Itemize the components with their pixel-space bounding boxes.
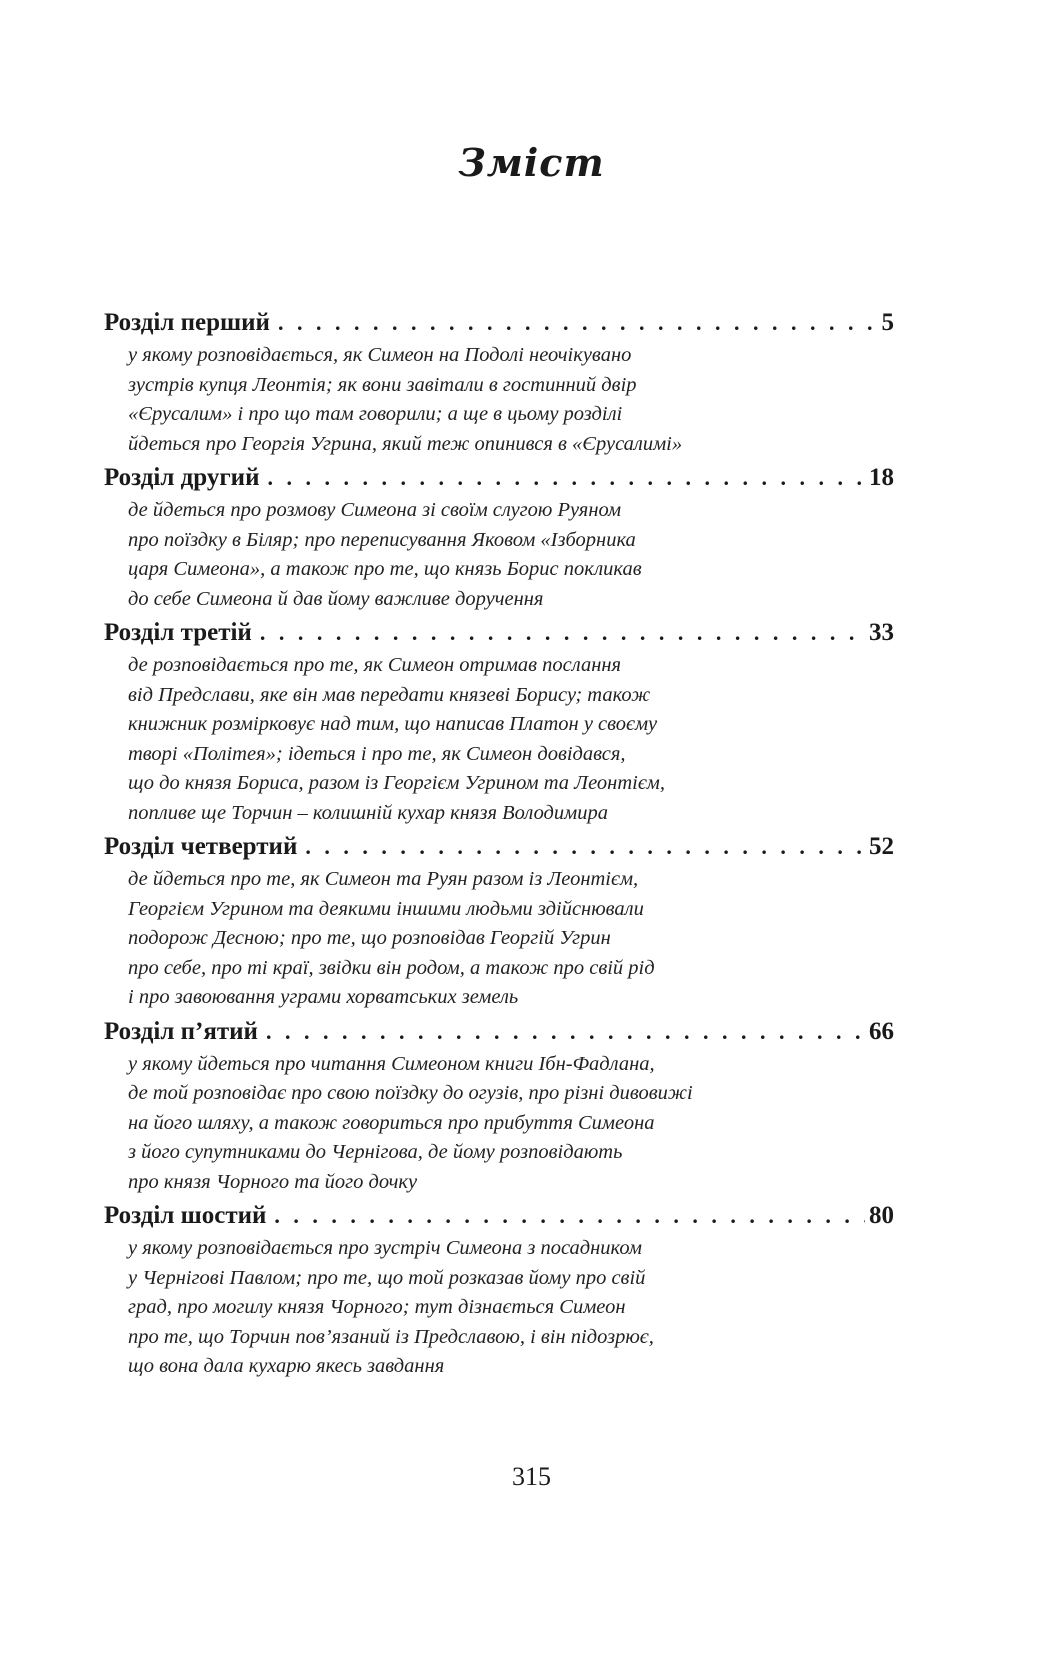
chapter-summary	[128, 341, 894, 459]
toc-entry-heading[interactable]	[104, 1013, 894, 1050]
summary-line: про князя Чорного та його дочку	[128, 1170, 418, 1193]
summary-line: від Предслави, яке він мав передати князеві Борису; також	[128, 683, 651, 706]
summary-line: де розповідається про те, як Симеон отримав послання	[128, 654, 622, 676]
toc-entry-heading[interactable]	[104, 828, 894, 865]
chapter-title[interactable]: Розділ четвертий	[104, 833, 298, 860]
summary-line: царя Симеона», а також про те, що князь Борис покликав	[128, 558, 642, 580]
table-of-contents	[104, 304, 894, 1382]
summary-line: у якому йдеться про читання Симеоном книги Ібн-Фадлана,	[128, 1052, 655, 1075]
dot-leader	[274, 1197, 865, 1234]
toc-entry-heading[interactable]	[104, 304, 894, 341]
summary-line: де йдеться про те, як Симеон та Руян разом із Леонтієм,	[128, 868, 639, 890]
chapter-title[interactable]: Розділ перший	[104, 309, 270, 336]
summary-line: у Чернігові Павлом; про те, що той розказав йому про свій	[128, 1266, 646, 1289]
summary-line: у якому розповідається, як Симеон на Подолі неочікувано	[128, 344, 632, 366]
page-number: 315	[512, 1462, 551, 1491]
chapter-summary	[128, 496, 894, 614]
summary-line: де йдеться про розмову Симеона зі своїм слугою Руяном	[128, 499, 622, 521]
page-ref: 33	[869, 619, 894, 646]
toc-entry[interactable]	[104, 459, 894, 614]
chapter-summary	[128, 651, 894, 828]
summary-line: що вона дала кухарю якесь завдання	[128, 1355, 445, 1377]
dot-leader	[278, 304, 878, 341]
summary-line: на його шляху, а також говориться про прибуття Симеона	[128, 1111, 655, 1134]
summary-line: град, про могилу князя Чорного; тут дізнається Симеон	[128, 1296, 626, 1318]
page-title: Зміст	[458, 140, 605, 185]
summary-line: книжник розмірковує над тим, що написав Платон у своєму	[128, 713, 658, 735]
toc-entry-heading[interactable]	[104, 459, 894, 496]
chapter-summary	[128, 1234, 894, 1382]
summary-line: «Єрусалим» і про що там говорили; а ще в цьому розділі	[128, 403, 623, 425]
page-ref: 80	[869, 1202, 894, 1229]
summary-line: Георгієм Угрином та деякими іншими людьми здійснювали	[128, 897, 644, 920]
dot-leader	[266, 1013, 865, 1050]
chapter-summary	[128, 865, 894, 1013]
toc-entry[interactable]	[104, 1013, 894, 1198]
summary-line: про те, що Торчин пов’язаний із Предславою, і він підозрює,	[128, 1325, 654, 1348]
summary-line: про себе, про ті краї, звідки він родом, а також про свій рід	[128, 956, 655, 979]
summary-line: у якому розповідається про зустріч Симеона з посадником	[128, 1237, 642, 1259]
dot-leader	[268, 459, 866, 496]
toc-entry[interactable]	[104, 1197, 894, 1382]
summary-line: попливе ще Торчин – колишній кухар князя Володимира	[128, 801, 609, 824]
summary-line: і про завоювання уграми хорватських земель	[128, 986, 519, 1008]
toc-entry[interactable]	[104, 304, 894, 459]
page-ref: 5	[881, 309, 894, 336]
toc-entry-heading[interactable]	[104, 614, 894, 651]
chapter-summary	[128, 1050, 894, 1198]
toc-entry[interactable]	[104, 828, 894, 1013]
summary-line: де той розповідає про свою поїздку до огузів, про різні дивовижі	[128, 1082, 693, 1104]
chapter-title[interactable]: Розділ шостий	[104, 1202, 267, 1229]
summary-line: з його супутниками до Чернігова, де йому розповідають	[128, 1141, 623, 1163]
chapter-title[interactable]: Розділ третій	[104, 619, 252, 646]
dot-leader	[305, 828, 865, 865]
page-ref: 18	[869, 464, 894, 491]
summary-line: подорож Десною; про те, що розповідав Георгій Угрин	[128, 927, 611, 949]
page-ref: 66	[869, 1017, 894, 1045]
chapter-title[interactable]: Розділ п’ятий	[104, 1017, 258, 1045]
chapter-title[interactable]: Розділ другий	[104, 464, 260, 491]
summary-line: до себе Симеона й дав йому важливе доручення	[128, 587, 544, 610]
dot-leader	[260, 614, 865, 651]
toc-entry-heading[interactable]	[104, 1197, 894, 1234]
summary-line: творі «Політея»; ідеться і про те, як Симеон довідався,	[128, 742, 626, 765]
summary-line: що до князя Бориса, разом із Георгієм Угрином та Леонтієм,	[128, 772, 665, 794]
toc-entry[interactable]	[104, 614, 894, 828]
summary-line: про поїздку в Біляр; про переписування Яковом «Ізборника	[128, 528, 636, 551]
summary-line: йдеться про Георгія Угрина, який теж опинився в «Єрусалимі»	[128, 432, 683, 455]
summary-line: зустрів купця Леонтія; як вони завітали в гостинний двір	[128, 373, 637, 396]
page-ref: 52	[869, 833, 894, 860]
